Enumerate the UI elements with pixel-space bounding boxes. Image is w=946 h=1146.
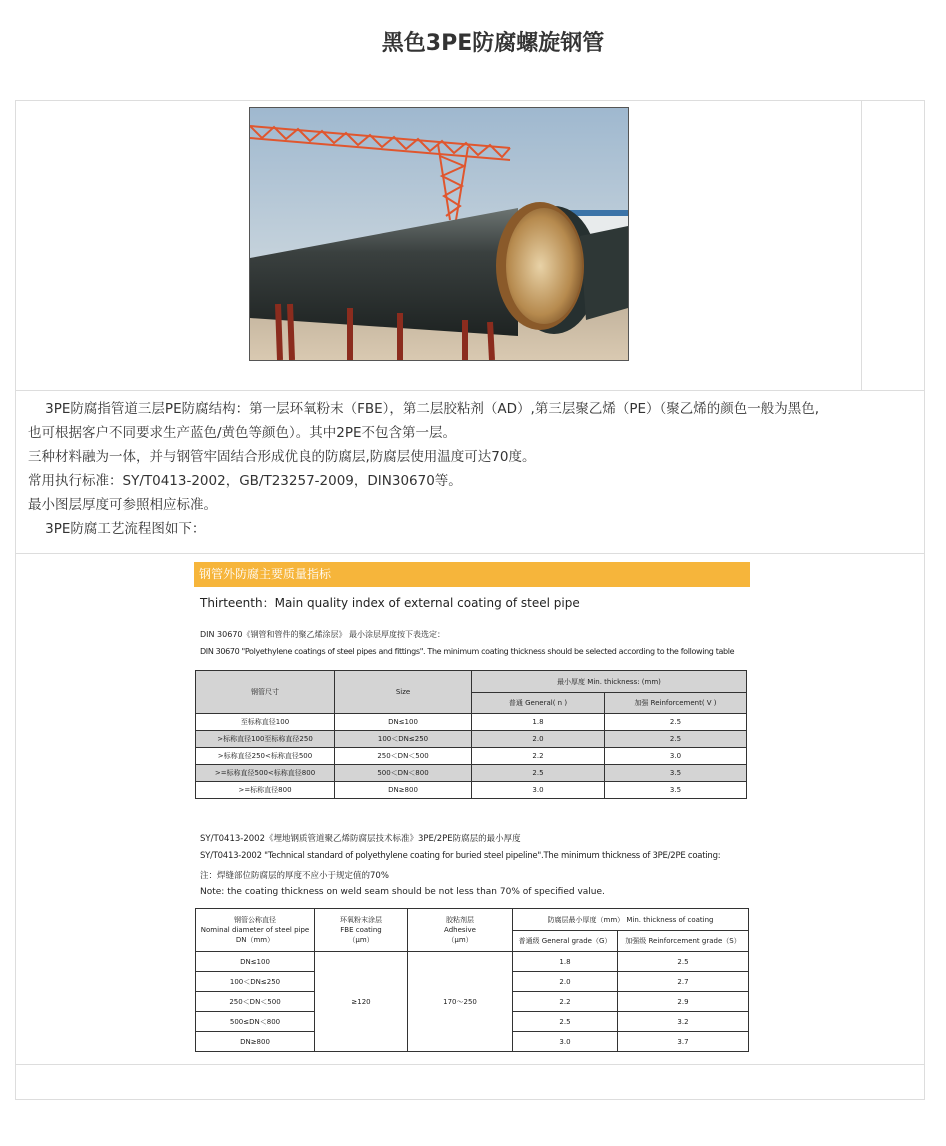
table-cell: 3.0: [472, 782, 605, 799]
header-cell: 防腐层最小厚度（mm） Min. thickness of coating: [513, 909, 749, 931]
table-cell: 2.9: [618, 992, 749, 1012]
note-en: Note: the coating thickness on weld seam should be not less than 70% of specified value.: [200, 887, 605, 897]
table-row: [196, 714, 747, 731]
header-line: DN（mm）: [235, 936, 275, 944]
din-title-en: DIN 30670 "Polyethylene coatings of steel pipes and fittings". The minimum coating thickness should be selected according to the following table: [200, 647, 735, 656]
table-cell: 3.2: [618, 1012, 749, 1032]
product-photo: [249, 107, 629, 361]
table-row: [196, 765, 747, 782]
table-cell: DN≥800: [196, 1032, 315, 1052]
table-row: [196, 748, 747, 765]
table-cell: 2.2: [513, 992, 618, 1012]
table-cell: 2.2: [472, 748, 605, 765]
table-cell: 3.0: [513, 1032, 618, 1052]
header-cell: Size: [335, 671, 472, 714]
table-cell: 100＜DN≤250: [335, 731, 472, 748]
content-table: [15, 100, 925, 1100]
header-cell: [196, 909, 315, 952]
section-heading: Thirteenth：Main quality index of external coating of steel pipe: [200, 596, 580, 610]
table-cell: 2.5: [605, 731, 747, 748]
table-cell: 1.8: [513, 952, 618, 972]
cell-divider: [861, 101, 862, 390]
header-cell: [408, 909, 513, 952]
header-cell: 最小厚度 Min. thickness: (mm): [472, 671, 747, 693]
header-line: FBE coating: [340, 926, 382, 934]
paragraph: 也可根据客户不同要求生产蓝色/黄色等颜色）。其中2PE不包含第一层。: [28, 425, 457, 441]
header-line: 钢管公称直径: [234, 916, 276, 924]
paragraph: 三种材料融为一体，并与钢管牢固结合形成优良的防腐层,防腐层使用温度可达70度。: [28, 449, 536, 465]
sy-thickness-table: [195, 908, 749, 1052]
table-row: [196, 952, 749, 972]
table-cell: 500≤DN＜800: [196, 1012, 315, 1032]
header-line: 环氧粉末涂层: [340, 916, 382, 924]
sy-title-en: SY/T0413-2002 "Technical standard of polyethylene coating for buried steel pipeline".The minimum thickness of 3PE/2PE coating:: [200, 851, 721, 861]
table-cell: 3.7: [618, 1032, 749, 1052]
table-cell: DN≥800: [335, 782, 472, 799]
header-line: （μm）: [348, 936, 374, 944]
table-cell: 至标称直径100: [196, 714, 335, 731]
table-cell: 100＜DN≤250: [196, 972, 315, 992]
photo-row: [16, 101, 924, 391]
table-cell: >=标称直径500<标称直径800: [196, 765, 335, 782]
header-cell: 普通级 General grade（G）: [513, 931, 618, 952]
table-cell: 170～250: [408, 952, 513, 1052]
header-line: （μm）: [447, 936, 473, 944]
description-row: [16, 391, 924, 554]
paragraph: 3PE防腐工艺流程图如下：: [28, 521, 206, 537]
header-cell: 加强级 Reinforcement grade（S）: [618, 931, 749, 952]
table-cell: 1.8: [472, 714, 605, 731]
table-cell: 250＜DN＜500: [196, 992, 315, 1012]
table-cell: >标称直径100至标称直径250: [196, 731, 335, 748]
table-row: [196, 731, 747, 748]
din-title-cn: DIN 30670《钢管和管件的聚乙烯涂层》 最小涂层厚度按下表选定：: [200, 630, 446, 639]
paragraph: 3PE防腐指管道三层PE防腐结构：第一层环氧粉末（FBE），第二层胶粘剂（AD）,第三层聚乙烯（PE）（聚乙烯的颜色一般为黑色,: [28, 401, 820, 417]
table-cell: 2.5: [472, 765, 605, 782]
table-cell: >标称直径250<标称直径500: [196, 748, 335, 765]
table-cell: DN≤100: [335, 714, 472, 731]
spec-document-image: [194, 562, 750, 1062]
page-title: 黑色3PE防腐螺旋钢管: [381, 31, 605, 56]
paragraph: 最小图层厚度可参照相应标准。: [28, 497, 217, 513]
table-cell: 2.7: [618, 972, 749, 992]
table-cell: 2.0: [472, 731, 605, 748]
header-cell: [315, 909, 408, 952]
header-line: Nominal diameter of steel pipe: [200, 926, 310, 934]
table-cell: >=标称直径800: [196, 782, 335, 799]
table-cell: DN≤100: [196, 952, 315, 972]
table-cell: 3.0: [605, 748, 747, 765]
table-cell: ≥120: [315, 952, 408, 1052]
table-cell: 2.5: [605, 714, 747, 731]
header-line: 胶粘剂层: [446, 916, 474, 924]
table-cell: 2.0: [513, 972, 618, 992]
paragraph: 常用执行标准：SY/T0413-2002，GB/T23257-2009，DIN30670等。: [28, 473, 462, 489]
table-row: [196, 782, 747, 799]
table-cell: 250＜DN＜500: [335, 748, 472, 765]
header-line: Adhesive: [444, 926, 476, 934]
header-cell: 普通 General( n ): [472, 693, 605, 714]
table-cell: 3.5: [605, 765, 747, 782]
table-cell: 2.5: [618, 952, 749, 972]
header-cell: 钢管尺寸: [196, 671, 335, 714]
note-cn: 注：焊缝部位防腐层的厚度不应小于规定值的70%: [200, 871, 389, 881]
table-cell: 3.5: [605, 782, 747, 799]
section-band: 钢管外防腐主要质量指标: [194, 562, 750, 587]
spec-image-row: [16, 554, 924, 1065]
table-cell: 500＜DN＜800: [335, 765, 472, 782]
sy-title-cn: SY/T0413-2002《埋地钢质管道聚乙烯防腐层技术标准》3PE/2PE防腐层的最小厚度: [200, 834, 521, 844]
table-cell: 2.5: [513, 1012, 618, 1032]
din-thickness-table: [195, 670, 747, 799]
header-cell: 加强 Reinforcement( V ): [605, 693, 747, 714]
